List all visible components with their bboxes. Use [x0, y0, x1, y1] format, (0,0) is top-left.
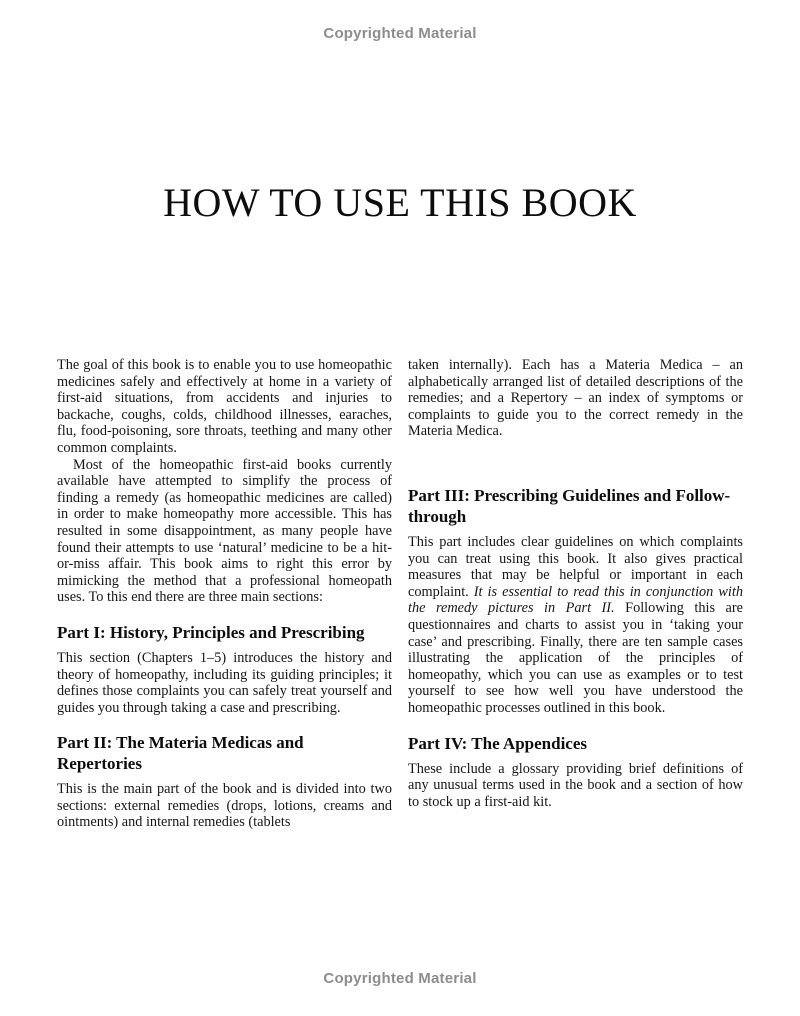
part2-body: This is the main part of the book and is divided into two sections: external remedies (drops, lotions, creams and ointments) and internal remedies (tablets	[57, 781, 392, 831]
two-column-text	[57, 357, 743, 831]
part3-body-lead: This part includes clear guidelines on which complaints you can treat using this book. It also gives practical measures that may be helpful or important in each complaint.	[408, 533, 743, 600]
part3-body	[408, 534, 743, 717]
part2-heading: Part II: The Materia Medicas and Repertories	[57, 733, 304, 774]
part3-body-italic-note: It is essential to read this in conjunction with the remedy pictures in Part II.	[408, 583, 743, 617]
part4-heading: Part IV: The Appendices	[408, 733, 587, 753]
part3-heading: Part III: Prescribing Guidelines and Follow-through	[408, 485, 731, 526]
part1-heading: Part I: History, Principles and Prescribing	[57, 622, 365, 642]
part3-body-rest: Following this are questionnaires and charts to assist you in ‘taking your case’ and prescribing. Finally, there are ten sample cases illustrating the application of the principles of homeopathy, which you can use as examples or to test yourself to see how well you have understood the homeopathic processes outlined in this book.	[408, 600, 743, 716]
part1-body: This section (Chapters 1–5) introduces the history and theory of homeopathy, including its guiding principles; it defines those complaints you can safely treat yourself and guides you through taking a case and prescribing.	[57, 649, 392, 716]
right-column	[408, 357, 743, 831]
copyright-watermark-bottom: Copyrighted Material	[323, 970, 477, 987]
copyright-watermark-top: Copyrighted Material	[323, 25, 477, 42]
intro-paragraph: The goal of this book is to enable you to use homeopathic medicines safely and effectively at home in a variety of first-aid situations, from accidents and injuries to backache, coughs, colds, childhood illnesses, earaches, flu, food-poisoning, sore throats, teething and many other common complaints.	[57, 357, 392, 456]
page-title: HOW TO USE THIS BOOK	[163, 180, 637, 225]
overview-paragraph: Most of the homeopathic first-aid books currently available have attempted to simplify the process of finding a remedy (as homeopathic medicines are called) in order to make homeopathy more accessible. This has resulted in some disappointment, as many people have found their attempts to use ‘natural’ medicine to be a hit-or-miss affair. This book aims to right this error by mimicking the method that a professional homeopath uses. To this end there are three main sections:	[57, 456, 392, 606]
part2-body-continued: taken internally). Each has a Materia Medica – an alphabetically arranged list of detailed descriptions of the remedies; and a Repertory – an index of symptoms or complaints to guide you to the correct remedy in the Materia Medica.	[408, 357, 743, 440]
part4-body: These include a glossary providing brief definitions of any unusual terms used in the book and a section of how to stock up a first-aid kit.	[408, 760, 743, 810]
left-column	[57, 357, 392, 831]
